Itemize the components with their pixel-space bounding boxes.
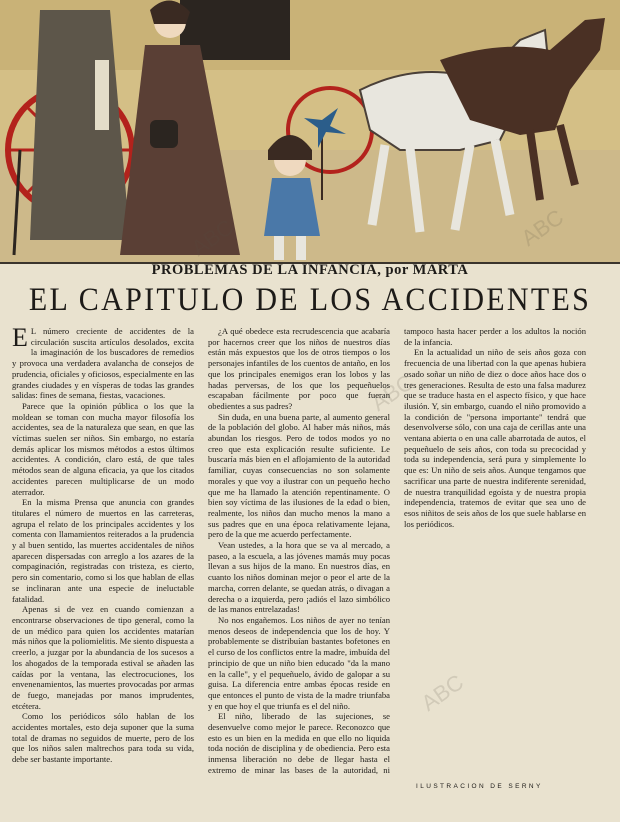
section-kicker: PROBLEMAS DE LA INFANCIA, por MARTA	[151, 262, 469, 278]
article-paragraph: ¿A qué obedece esta recrudescencia que acabaría por hacernos creer que los niños de nuestros días están más expuestos que los de otros tiempos o los personajes infantiles de los cuentos de antaño, en los que los principales enemigos eran los lobos y las hadas perversas, de los que los pequeñuelos escapaban fácilmente por poco que fueran obedientes a sus padres?	[208, 326, 390, 411]
carriage-scene-illustration	[0, 0, 620, 262]
article-paragraph: Parece que la opinión pública o los que la moldean se toman con mucha mayor filosofía los accidentes, sea de la naturaleza que sean, en que las víctimas suelen ser niños. Sin embargo, no estaría demás aplicar los mismos métodos a estos últimos accidentes. A condición, claro está, de que tales métodos sean de alguna eficacia, ya que los citados accidentes parecen multiplicarse de un modo aterrador.	[12, 400, 194, 497]
article-headline: EL CAPITULO DE LOS ACCIDENTES	[28, 282, 592, 318]
article-paragraph: No nos engañemos. Los niños de ayer no tenían menos deseos de independencia que los de hoy. Y probablemente se distribuían bastantes bofetones en el curso de los conflictos entre la madre, imbuída del principio de que un niño bien educado "da la mano en la calle", y el pequeñuelo, ávido de galopar a su guisa. La diferencia entre ambas épocas reside en que entonces el punto de vista de la madre triunfaba y en que hoy el que triunfa es el del niño.	[208, 614, 390, 711]
article-paragraph: En la actualidad un niño de seis años goza con frecuencia de una libertad con la que apenas hubiera osado soñar un niño de diez o doce años hace dos o tres generaciones. Resulta de esto una falsa madurez que se traduce hasta en el aspecto físico, y que hace ilusión. Y, sin embargo, cuando el niño promovido a la condición de "persona importante" tendrá que desenvolverse sólo, con una caja de cerillas ante una ventana abierta o en una calle abarrotada de autos, el pequeñuelo de seis años, con toda su precocidad y toda su independencia, será pura y simplemente lo que es: Un niño de seis años. Aunque tengamos que sacrificar una parte de nuestra indiferente serenidad, de nuestra tranquilidad egoísta y de nuestra propia independencia, tratemos de evitar que sea uno de esos niñitos de seis años de los que suele hablarse en los periódicos.	[404, 347, 586, 529]
article-paragraph: El niño, liberado de las sujeciones, se desenvuelve como mejor le parece. Reconozco que esto es un bien en la medida en que ello no liquida toda noción de disciplina y de obediencia. Pero esta inmensa liberación no debe de llegar hasta el extremo de minar las bases de la autoridad, ni tampoco hasta hacer perder a los adultos la noción de la infancia.	[208, 326, 586, 775]
article-paragraph: Vean ustedes, a la hora que se va al mercado, a paseo, a la escuela, a las jóvenes mamás muy pocas llevan a sus hijos de la mano. En nuestros días, en cuanto los niños dominan mejor o peor el arte de la marcha, corren delante, se quedan atrás, o divagan a derecha o a izquierda, pero ¡adiós el lazo simbólico de las manos entrelazadas!	[208, 540, 390, 615]
header-illustration	[0, 0, 620, 264]
article-paragraph	[12, 326, 194, 401]
article-paragraph: En la misma Prensa que anuncia con grandes titulares el número de muertos en las carreteras, agrupa el relato de los principales accidentes y los comenta con llamamientos reiterados a la prudencia y al buen sentido, las muertes accidentales de niños aparecen dispersadas con arreglo a los azares de la compaginación, registradas con tristeza, es cierto, pero sin comentario, como si los que hablan de ellas se inclinaran ante una especie de ineluctable fatalidad.	[12, 497, 194, 604]
paragraph-text: L número creciente de accidentes de la circulación suscita artículos desolados, excita la imaginación de los buscadores de remedios y provoca una verdadera avalancha de consejos de prudencia, oficiales y oficiosos, especialmente en las grandes ciudades y en vísperas de todas las grandes salidas: fines de semana, fiestas, vacaciones.	[12, 326, 194, 401]
abc-watermark: ABC	[366, 369, 419, 416]
abc-watermark: ABC	[416, 669, 469, 716]
article-paragraph: Sin duda, en una buena parte, al aumento general de la población del globo. Al haber más niños, más abundan los riesgos. Pero de todos modos yo no creo que esta explicación resulte suficiente. Le buscaría más bien en el aflojamiento de la autoridad familiar, cuyas consecuencias no son solamente morales y que voy a ilustrar con un pequeño hecho que me ha llamado la atención repentinamente. O bien soy víctima de las ilusiones de la edad o bien, realmente, los niños dan mucho menos la mano a sus padres que en una época relativamente lejana, pero de la que me acuerdo perfectamente.	[208, 411, 390, 540]
illustration-credit: ILUSTRACION DE SERNY	[416, 783, 543, 790]
article-body	[12, 326, 586, 778]
drop-cap: E	[12, 326, 28, 352]
article-paragraph: Apenas si de vez en cuando comienzan a encontrarse observaciones de tipo general, como la de un médico para quien los accidentes matarían más niños que la poliomielitis. Me siento dispuesta a creerlo, a juzgar por la abundancia de los sucesos a los ahogados de la temporada estival se añaden las caídas por la ventana, las electrocuciones, los envenenamientos, las muertes provocadas por armas de fuego, manejadas por manos imprudentes, etcétera.	[12, 604, 194, 711]
article-paragraph: Como los periódicos sólo hablan de los accidentes mortales, esto deja suponer que la suma total de dramas no seguidos de muerte, pero de los que los niños salen maltrechos para toda su vida, debe ser bastante importante.	[12, 711, 194, 765]
